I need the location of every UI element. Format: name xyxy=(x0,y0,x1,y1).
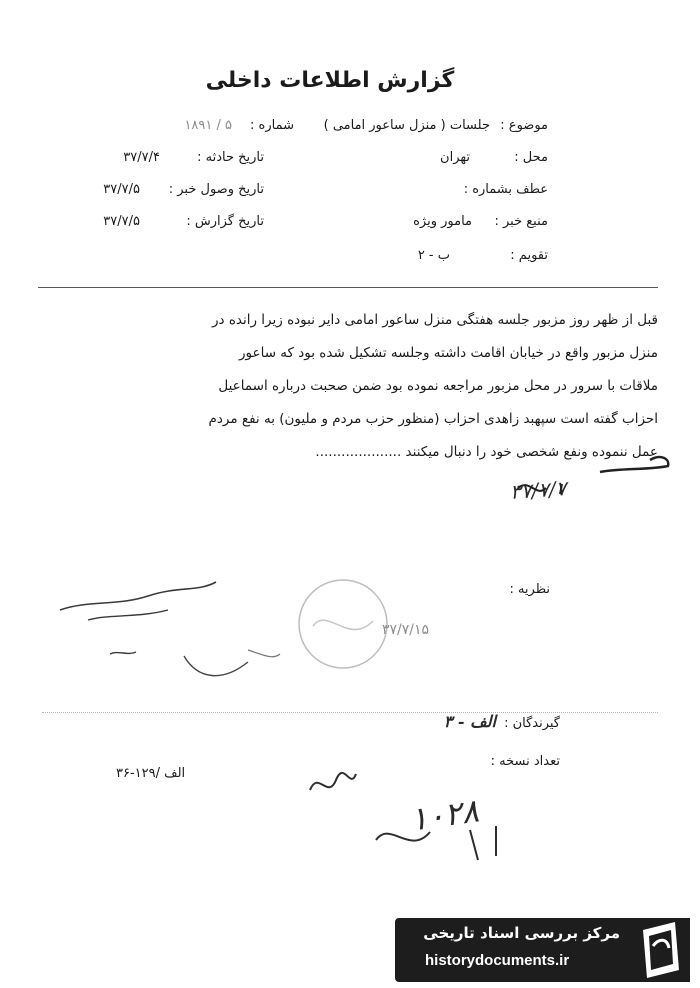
handwritten-signature-icon xyxy=(500,448,680,508)
body-line-3: ملاقات با سرور در محل مزبور مراجعه نموده بود ضمن صحبت درباره اسماعیل xyxy=(218,378,658,394)
place-label: محل : xyxy=(514,150,548,165)
header-divider xyxy=(38,287,658,288)
footer-site[interactable]: historydocuments.ir xyxy=(425,952,570,969)
faint-stamp-icon xyxy=(288,566,398,676)
footer-branding xyxy=(395,908,690,988)
document-title: گزارش اطلاعات داخلی xyxy=(205,68,455,93)
body-line-1: قبل از ظهر روز مزبور جلسه هفتگی منزل ساعور امامی دایر نبوده زیرا رانده در xyxy=(212,312,658,328)
body-line-5: عمل ننموده ونفع شخصی خود را دنبال میکنند .................... xyxy=(315,444,658,460)
body-line-4: احزاب گفته است سپهبد زاهدی احزاب (منظور حزب مردم و ملیون) به نفع مردم xyxy=(208,411,658,427)
copies-label: تعداد نسخه : xyxy=(490,754,560,769)
subject-value: جلسات ( منزل ساعور امامی ) xyxy=(323,118,490,133)
report-date-label: تاریخ گزارش : xyxy=(186,214,264,229)
source-label: منبع خبر : xyxy=(494,214,548,229)
stamp-date: ۳۷/۷/۱۵ xyxy=(382,622,430,638)
evaluation-value: ب - ۲ xyxy=(417,248,450,263)
number-value: ۱۸۹۱ / ۵ xyxy=(184,118,232,133)
ref-label: عطف بشماره : xyxy=(463,182,548,197)
handwritten-notes-icon xyxy=(48,570,298,710)
body-line-2: منزل مزبور واقع در خیابان اقامت داشته وجلسه تشکیل شده بود که ساعور xyxy=(239,345,658,361)
footer-org-name: مرکز بررسی اسناد تاریخی xyxy=(423,924,620,942)
opinion-label: نظریه : xyxy=(509,582,550,597)
handwritten-date: ۳۷/۷/۷ xyxy=(509,476,568,504)
evaluation-label: تقویم : xyxy=(510,248,548,263)
receipt-date-label: تاریخ وصول خبر : xyxy=(168,182,264,197)
handwritten-scribble-icon xyxy=(300,760,550,870)
faint-divider xyxy=(42,712,658,713)
handwritten-number: ۱۰۲۸ xyxy=(407,791,482,839)
recipients-value: الف - ۳ xyxy=(443,712,496,731)
recipients-label: گیرندگان : xyxy=(504,716,560,731)
source-value: مامور ویژه xyxy=(413,214,472,229)
number-label: شماره : xyxy=(250,118,294,133)
place-value: تهران xyxy=(440,150,470,165)
incident-date-value: ۳۷/۷/۴ xyxy=(123,150,160,165)
subject-label: موضوع : xyxy=(500,118,548,133)
archive-logo-icon xyxy=(635,920,687,980)
incident-date-label: تاریخ حادثه : xyxy=(197,150,264,165)
report-date-value: ۳۷/۷/۵ xyxy=(103,214,140,229)
ref-code: ۳۶-۱۲۹/ الف xyxy=(116,766,186,781)
receipt-date-value: ۳۷/۷/۵ xyxy=(103,182,140,197)
